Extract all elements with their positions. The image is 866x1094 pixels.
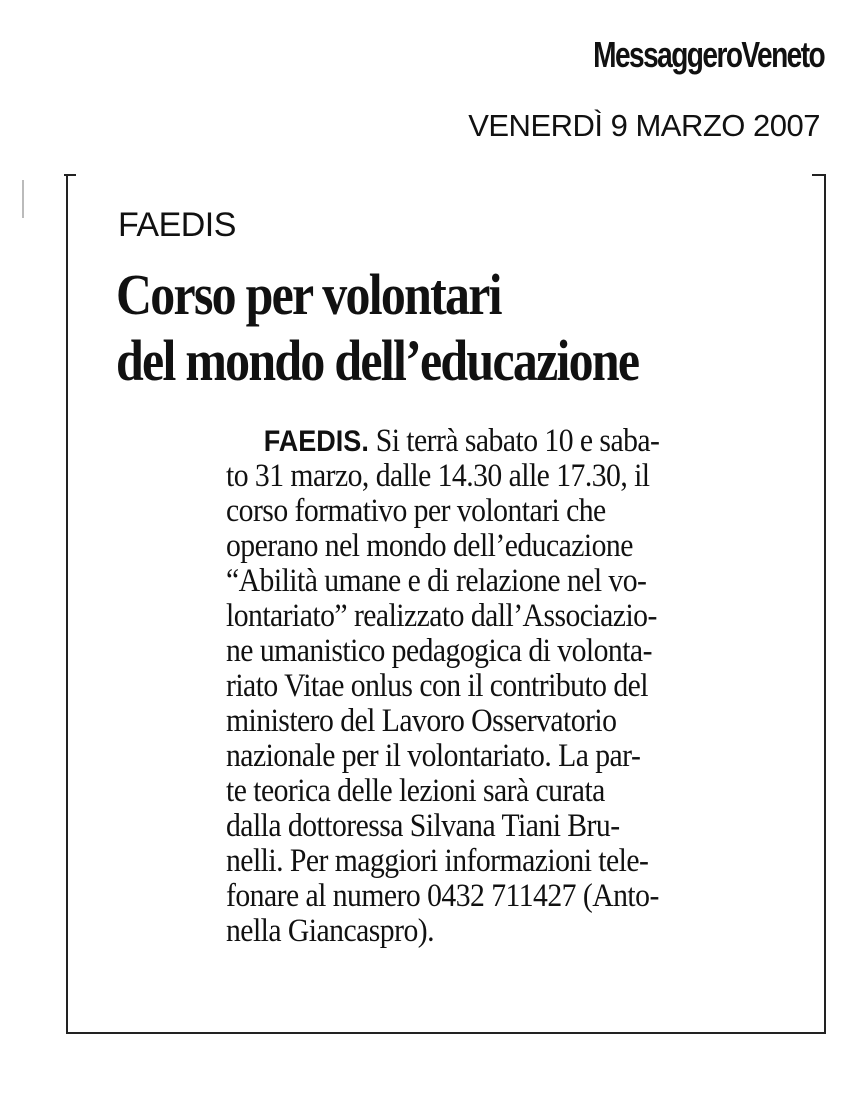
article-body <box>226 424 826 949</box>
body-line-text: Si terrà sabato 10 e saba- <box>368 423 660 459</box>
publication-date: VENERDÌ 9 MARZO 2007 <box>468 108 820 143</box>
body-line: riato Vitae onlus con il contributo del <box>226 668 649 704</box>
body-line: operano nel mondo dell’educazione <box>226 528 633 564</box>
body-line: nelli. Per maggiori informazioni tele- <box>226 843 649 879</box>
body-line: lontariato” realizzato dall’Associazio- <box>226 598 657 634</box>
article-headline <box>116 262 638 394</box>
frame-corner-right <box>812 174 824 176</box>
body-line <box>226 424 766 459</box>
body-line: te teorica delle lezioni sarà curata <box>226 773 605 809</box>
body-line: to 31 marzo, dalle 14.30 alle 17.30, il <box>226 458 650 494</box>
article-lead-tag: FAEDIS. <box>263 425 369 458</box>
body-line: ministero del Lavoro Osservatorio <box>226 703 617 739</box>
body-line: “Abilità umane e di relazione nel vo- <box>226 563 647 599</box>
headline-line: Corso per volontari <box>116 262 501 327</box>
body-line: fonare al numero 0432 711427 (Anto- <box>226 878 659 914</box>
headline-line: del mondo dell’educazione <box>116 328 639 393</box>
frame-corner-left <box>64 174 76 176</box>
body-line: nella Giancaspro). <box>226 913 434 949</box>
body-line: nazionale per il volontariato. La par- <box>226 738 641 774</box>
article-kicker: FAEDIS <box>118 206 236 244</box>
body-line: dalla dottoressa Silvana Tiani Bru- <box>226 808 620 844</box>
body-line: ne umanistico pedagogica di volonta- <box>226 633 652 669</box>
body-line: corso formativo per volontari che <box>226 493 606 529</box>
newspaper-masthead: MessaggeroVeneto <box>593 34 824 75</box>
scan-mark <box>22 180 24 218</box>
